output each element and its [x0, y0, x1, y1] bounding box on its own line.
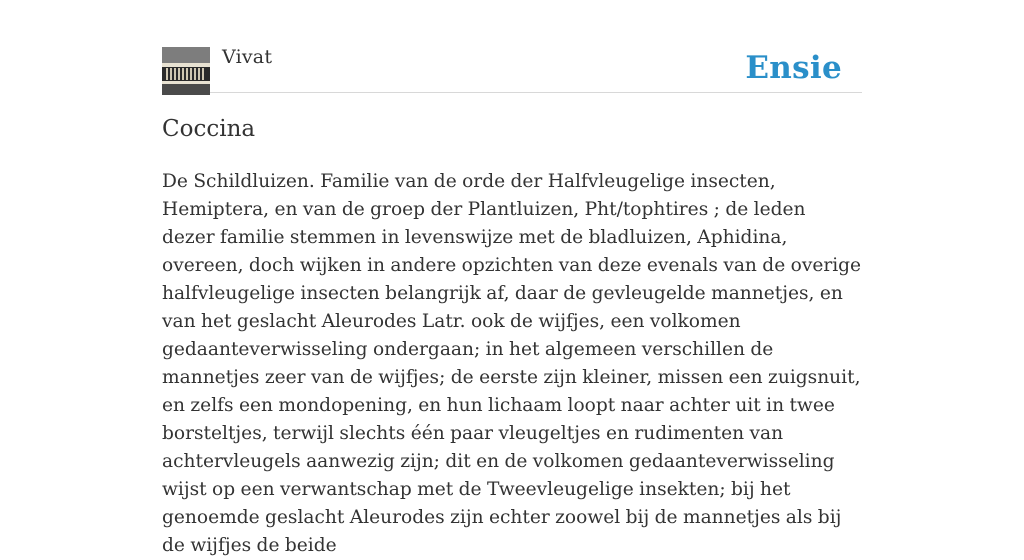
brand-logo[interactable]: Ensie	[745, 50, 842, 86]
bookshelf-photo-icon	[162, 47, 210, 95]
article-body: De Schildluizen. Familie van de orde der Halfvleugelige insecten, Hemiptera, en van de groep der Plantluizen, Pht/tophtires ; de leden dezer familie stemmen in levenswijze met de bladluizen, Aphidina, overeen, doch wijken in andere opzichten van deze evenals van de overige halfvleugelige insecten belangrijk af, daar de gevleugelde mannetjes, en van het geslacht Aleurodes Latr. ook de wijfjes, een volkomen gedaanteverwisseling ondergaan; in het algemeen verschillen de mannetjes zeer van de wijfjes; de eerste zijn kleiner, missen een zuigsnuit, en zelfs een mondopening, en hun lichaam loopt naar achter uit in twee borsteltjes, terwijl slechts één paar vleugeltjes en rudimenten van achtervleugels aanwezig zijn; dit en de volkomen gedaanteverwisseling wijst op een verwantschap met de Tweevleugelige insekten; bij het genoemde geslacht Aleurodes zijn echter zoowel bij de mannetjes als bij de wijfjes de beide	[162, 171, 862, 556]
header	[162, 0, 862, 93]
source-name[interactable]: Vivat	[222, 46, 273, 68]
page-title: Coccina	[162, 116, 256, 142]
avatar[interactable]	[162, 47, 210, 95]
article-page	[162, 0, 862, 556]
